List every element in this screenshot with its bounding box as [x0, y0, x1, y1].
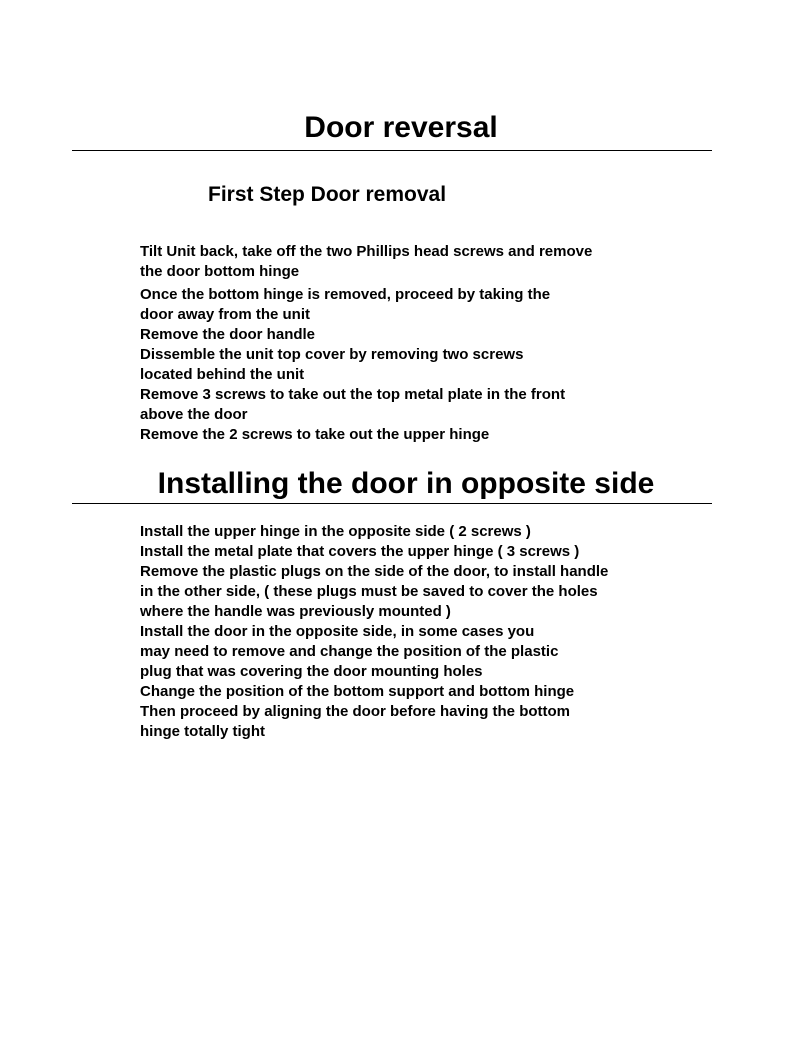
removal-instructions [140, 242, 592, 445]
install-instructions [140, 522, 608, 742]
instruction-line: Remove the door handle [140, 326, 316, 343]
instruction-line: Then proceed by aligning the door before having the bottom [140, 703, 571, 720]
instruction-line: Remove the 2 screws to take out the upper hinge [140, 426, 490, 443]
instruction-line: Install the upper hinge in the opposite side ( 2 screws ) [140, 523, 531, 540]
instruction-line: Tilt Unit back, take off the two Phillips head screws and remove [140, 243, 593, 260]
title-divider [72, 150, 712, 151]
instruction-line: in the other side, ( these plugs must be saved to cover the holes [140, 583, 598, 600]
instruction-line: above the door [140, 406, 248, 423]
instruction-line: may need to remove and change the position of the plastic [140, 643, 559, 660]
instruction-line: plug that was covering the door mounting holes [140, 663, 483, 680]
instruction-line: Remove 3 screws to take out the top metal plate in the front [140, 386, 566, 403]
section-divider [72, 503, 712, 504]
instruction-line: Dissemble the unit top cover by removing two screws [140, 346, 524, 363]
instruction-line: door away from the unit [140, 306, 311, 323]
instruction-line: Once the bottom hinge is removed, proceed by taking the [140, 286, 551, 303]
instruction-line: hinge totally tight [140, 723, 265, 740]
instruction-line: located behind the unit [140, 366, 305, 383]
install-section-title: Installing the door in opposite side [157, 467, 655, 500]
instruction-line: Install the door in the opposite side, in some cases you [140, 623, 535, 640]
instruction-line: the door bottom hinge [140, 263, 300, 280]
removal-subtitle: First Step Door removal [208, 183, 447, 206]
document-title: Door reversal [304, 111, 498, 144]
instruction-line: Remove the plastic plugs on the side of the door, to install handle [140, 563, 609, 580]
instruction-line: Install the metal plate that covers the upper hinge ( 3 screws ) [140, 543, 580, 560]
instruction-line: Change the position of the bottom support and bottom hinge [140, 683, 575, 700]
instruction-line: where the handle was previously mounted ) [140, 603, 451, 620]
